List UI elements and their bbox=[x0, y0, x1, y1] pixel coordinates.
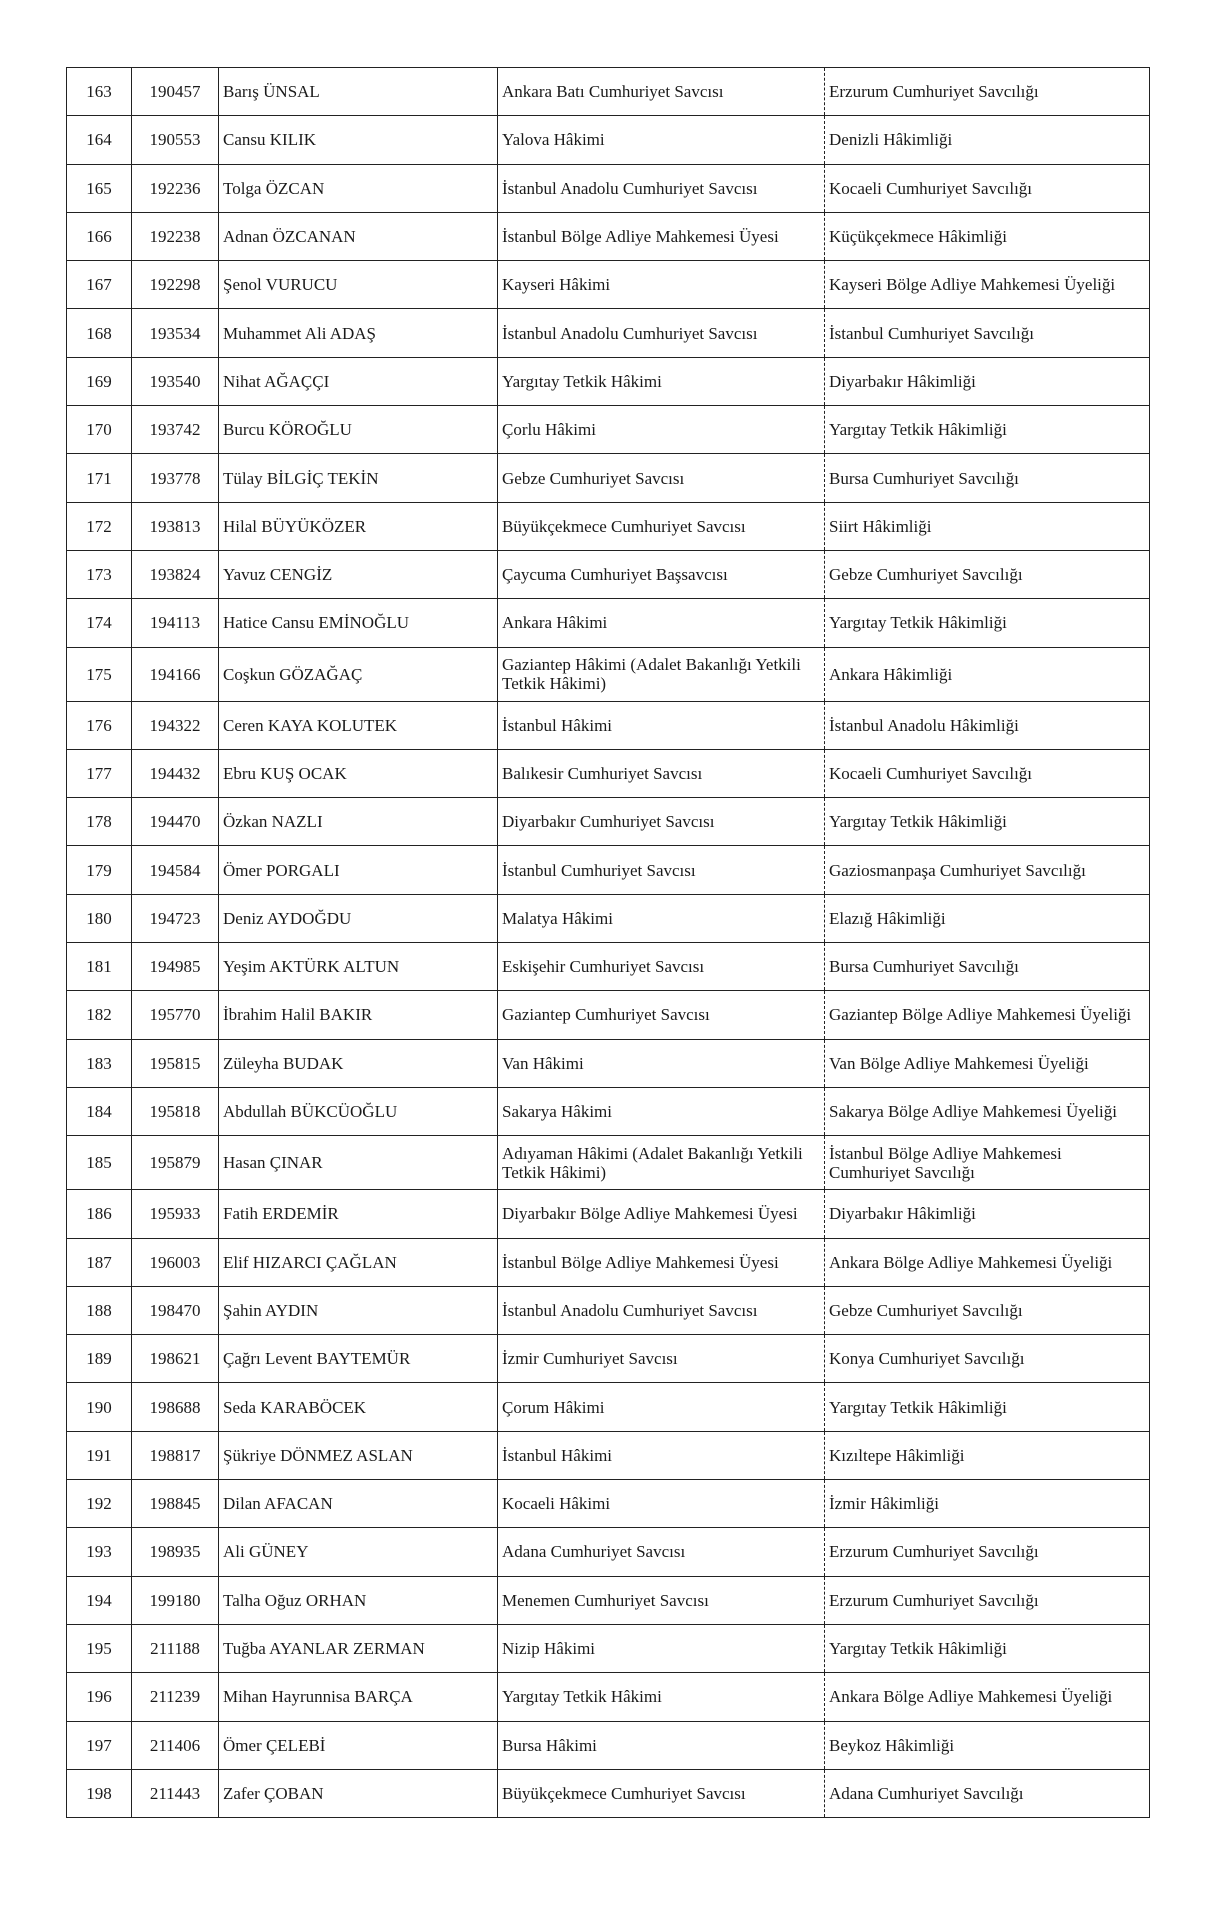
table-row bbox=[67, 1286, 1150, 1334]
person-name-cell: Dilan AFACAN bbox=[219, 1480, 498, 1528]
table-row bbox=[67, 1238, 1150, 1286]
new-position-cell: İstanbul Bölge Adliye Mahkemesi Cumhuriyet Savcılığı bbox=[825, 1136, 1150, 1190]
current-position-cell: İstanbul Bölge Adliye Mahkemesi Üyesi bbox=[498, 1238, 825, 1286]
current-position-cell: Bursa Hâkimi bbox=[498, 1721, 825, 1769]
new-position-cell: Yargıtay Tetkik Hâkimliği bbox=[825, 1383, 1150, 1431]
registry-number-cell: 194584 bbox=[132, 846, 219, 894]
row-number-cell: 198 bbox=[67, 1769, 132, 1817]
new-position-cell: Elazığ Hâkimliği bbox=[825, 894, 1150, 942]
current-position-cell: Gaziantep Cumhuriyet Savcısı bbox=[498, 991, 825, 1039]
new-position-cell: Siirt Hâkimliği bbox=[825, 502, 1150, 550]
person-name-cell: Elif HIZARCI ÇAĞLAN bbox=[219, 1238, 498, 1286]
table-row bbox=[67, 1528, 1150, 1576]
current-position-cell: Çorlu Hâkimi bbox=[498, 406, 825, 454]
table-row bbox=[67, 357, 1150, 405]
row-number-cell: 169 bbox=[67, 357, 132, 405]
person-name-cell: Hilal BÜYÜKÖZER bbox=[219, 502, 498, 550]
table-row bbox=[67, 1087, 1150, 1135]
row-number-cell: 172 bbox=[67, 502, 132, 550]
current-position-cell: Büyükçekmece Cumhuriyet Savcısı bbox=[498, 502, 825, 550]
current-position-cell: Van Hâkimi bbox=[498, 1039, 825, 1087]
current-position-cell: Diyarbakır Cumhuriyet Savcısı bbox=[498, 798, 825, 846]
person-name-cell: Mihan Hayrunnisa BARÇA bbox=[219, 1673, 498, 1721]
current-position-cell: Yargıtay Tetkik Hâkimi bbox=[498, 357, 825, 405]
registry-number-cell: 192298 bbox=[132, 261, 219, 309]
table-row bbox=[67, 647, 1150, 701]
new-position-cell: Yargıtay Tetkik Hâkimliği bbox=[825, 406, 1150, 454]
person-name-cell: Fatih ERDEMİR bbox=[219, 1190, 498, 1238]
current-position-cell: Kocaeli Hâkimi bbox=[498, 1480, 825, 1528]
person-name-cell: Ömer PORGALI bbox=[219, 846, 498, 894]
new-position-cell: Ankara Hâkimliği bbox=[825, 647, 1150, 701]
current-position-cell: İstanbul Hâkimi bbox=[498, 701, 825, 749]
registry-number-cell: 194166 bbox=[132, 647, 219, 701]
registry-number-cell: 198845 bbox=[132, 1480, 219, 1528]
registry-number-cell: 194432 bbox=[132, 749, 219, 797]
row-number-cell: 193 bbox=[67, 1528, 132, 1576]
current-position-cell: İstanbul Cumhuriyet Savcısı bbox=[498, 846, 825, 894]
current-position-cell: Diyarbakır Bölge Adliye Mahkemesi Üyesi bbox=[498, 1190, 825, 1238]
registry-number-cell: 194985 bbox=[132, 943, 219, 991]
row-number-cell: 197 bbox=[67, 1721, 132, 1769]
new-position-cell: Ankara Bölge Adliye Mahkemesi Üyeliği bbox=[825, 1673, 1150, 1721]
table-row bbox=[67, 991, 1150, 1039]
table-row bbox=[67, 701, 1150, 749]
current-position-cell: Gebze Cumhuriyet Savcısı bbox=[498, 454, 825, 502]
current-position-cell: Sakarya Hâkimi bbox=[498, 1087, 825, 1135]
person-name-cell: Nihat AĞAÇÇI bbox=[219, 357, 498, 405]
table-row bbox=[67, 454, 1150, 502]
row-number-cell: 177 bbox=[67, 749, 132, 797]
person-name-cell: Abdullah BÜKCÜOĞLU bbox=[219, 1087, 498, 1135]
new-position-cell: İstanbul Cumhuriyet Savcılığı bbox=[825, 309, 1150, 357]
registry-number-cell: 198688 bbox=[132, 1383, 219, 1431]
registry-number-cell: 190457 bbox=[132, 68, 219, 116]
new-position-cell: Bursa Cumhuriyet Savcılığı bbox=[825, 943, 1150, 991]
current-position-cell: Adana Cumhuriyet Savcısı bbox=[498, 1528, 825, 1576]
row-number-cell: 188 bbox=[67, 1286, 132, 1334]
table-row bbox=[67, 261, 1150, 309]
registry-number-cell: 211443 bbox=[132, 1769, 219, 1817]
new-position-cell: İstanbul Anadolu Hâkimliği bbox=[825, 701, 1150, 749]
person-name-cell: Ebru KUŞ OCAK bbox=[219, 749, 498, 797]
new-position-cell: Kocaeli Cumhuriyet Savcılığı bbox=[825, 749, 1150, 797]
row-number-cell: 179 bbox=[67, 846, 132, 894]
new-position-cell: Konya Cumhuriyet Savcılığı bbox=[825, 1335, 1150, 1383]
table-row bbox=[67, 1335, 1150, 1383]
current-position-cell: Büyükçekmece Cumhuriyet Savcısı bbox=[498, 1769, 825, 1817]
current-position-cell: İstanbul Anadolu Cumhuriyet Savcısı bbox=[498, 1286, 825, 1334]
row-number-cell: 163 bbox=[67, 68, 132, 116]
registry-number-cell: 211406 bbox=[132, 1721, 219, 1769]
person-name-cell: Cansu KILIK bbox=[219, 116, 498, 164]
row-number-cell: 170 bbox=[67, 406, 132, 454]
registry-number-cell: 198817 bbox=[132, 1431, 219, 1479]
table-row bbox=[67, 1673, 1150, 1721]
person-name-cell: Ömer ÇELEBİ bbox=[219, 1721, 498, 1769]
registry-number-cell: 193742 bbox=[132, 406, 219, 454]
table-row bbox=[67, 1431, 1150, 1479]
registry-number-cell: 194113 bbox=[132, 599, 219, 647]
new-position-cell: Gaziosmanpaşa Cumhuriyet Savcılığı bbox=[825, 846, 1150, 894]
row-number-cell: 196 bbox=[67, 1673, 132, 1721]
table-row bbox=[67, 1576, 1150, 1624]
table-row bbox=[67, 116, 1150, 164]
registry-number-cell: 190553 bbox=[132, 116, 219, 164]
registry-number-cell: 195815 bbox=[132, 1039, 219, 1087]
table-row bbox=[67, 894, 1150, 942]
registry-number-cell: 192236 bbox=[132, 164, 219, 212]
current-position-cell: Adıyaman Hâkimi (Adalet Bakanlığı Yetkili Tetkik Hâkimi) bbox=[498, 1136, 825, 1190]
current-position-cell: İzmir Cumhuriyet Savcısı bbox=[498, 1335, 825, 1383]
person-name-cell: Yeşim AKTÜRK ALTUN bbox=[219, 943, 498, 991]
current-position-cell: Gaziantep Hâkimi (Adalet Bakanlığı Yetkili Tetkik Hâkimi) bbox=[498, 647, 825, 701]
table-row bbox=[67, 1383, 1150, 1431]
person-name-cell: Barış ÜNSAL bbox=[219, 68, 498, 116]
person-name-cell: Tolga ÖZCAN bbox=[219, 164, 498, 212]
registry-number-cell: 198935 bbox=[132, 1528, 219, 1576]
new-position-cell: Küçükçekmece Hâkimliği bbox=[825, 212, 1150, 260]
new-position-cell: Kocaeli Cumhuriyet Savcılığı bbox=[825, 164, 1150, 212]
table-row bbox=[67, 212, 1150, 260]
registry-number-cell: 193824 bbox=[132, 550, 219, 598]
new-position-cell: Bursa Cumhuriyet Savcılığı bbox=[825, 454, 1150, 502]
current-position-cell: İstanbul Anadolu Cumhuriyet Savcısı bbox=[498, 164, 825, 212]
person-name-cell: Tülay BİLGİÇ TEKİN bbox=[219, 454, 498, 502]
new-position-cell: Adana Cumhuriyet Savcılığı bbox=[825, 1769, 1150, 1817]
current-position-cell: Çorum Hâkimi bbox=[498, 1383, 825, 1431]
table-row bbox=[67, 1624, 1150, 1672]
person-name-cell: Özkan NAZLI bbox=[219, 798, 498, 846]
table-row bbox=[67, 550, 1150, 598]
current-position-cell: İstanbul Hâkimi bbox=[498, 1431, 825, 1479]
current-position-cell: Yalova Hâkimi bbox=[498, 116, 825, 164]
row-number-cell: 194 bbox=[67, 1576, 132, 1624]
new-position-cell: Van Bölge Adliye Mahkemesi Üyeliği bbox=[825, 1039, 1150, 1087]
person-name-cell: Hasan ÇINAR bbox=[219, 1136, 498, 1190]
person-name-cell: Coşkun GÖZAĞAÇ bbox=[219, 647, 498, 701]
current-position-cell: İstanbul Bölge Adliye Mahkemesi Üyesi bbox=[498, 212, 825, 260]
person-name-cell: Burcu KÖROĞLU bbox=[219, 406, 498, 454]
row-number-cell: 186 bbox=[67, 1190, 132, 1238]
new-position-cell: Gebze Cumhuriyet Savcılığı bbox=[825, 550, 1150, 598]
table-row bbox=[67, 749, 1150, 797]
registry-number-cell: 195933 bbox=[132, 1190, 219, 1238]
table-row bbox=[67, 1769, 1150, 1817]
new-position-cell: Gaziantep Bölge Adliye Mahkemesi Üyeliği bbox=[825, 991, 1150, 1039]
new-position-cell: İzmir Hâkimliği bbox=[825, 1480, 1150, 1528]
person-name-cell: Ali GÜNEY bbox=[219, 1528, 498, 1576]
new-position-cell: Yargıtay Tetkik Hâkimliği bbox=[825, 798, 1150, 846]
new-position-cell: Diyarbakır Hâkimliği bbox=[825, 357, 1150, 405]
row-number-cell: 181 bbox=[67, 943, 132, 991]
table-row bbox=[67, 164, 1150, 212]
registry-number-cell: 211239 bbox=[132, 1673, 219, 1721]
person-name-cell: Deniz AYDOĞDU bbox=[219, 894, 498, 942]
person-name-cell: Çağrı Levent BAYTEMÜR bbox=[219, 1335, 498, 1383]
person-name-cell: Tuğba AYANLAR ZERMAN bbox=[219, 1624, 498, 1672]
table-row bbox=[67, 599, 1150, 647]
registry-number-cell: 193778 bbox=[132, 454, 219, 502]
new-position-cell: Diyarbakır Hâkimliği bbox=[825, 1190, 1150, 1238]
row-number-cell: 180 bbox=[67, 894, 132, 942]
person-name-cell: Yavuz CENGİZ bbox=[219, 550, 498, 598]
person-name-cell: Adnan ÖZCANAN bbox=[219, 212, 498, 260]
current-position-cell: Yargıtay Tetkik Hâkimi bbox=[498, 1673, 825, 1721]
registry-number-cell: 194322 bbox=[132, 701, 219, 749]
row-number-cell: 185 bbox=[67, 1136, 132, 1190]
current-position-cell: Ankara Hâkimi bbox=[498, 599, 825, 647]
new-position-cell: Denizli Hâkimliği bbox=[825, 116, 1150, 164]
row-number-cell: 164 bbox=[67, 116, 132, 164]
registry-number-cell: 194470 bbox=[132, 798, 219, 846]
new-position-cell: Kayseri Bölge Adliye Mahkemesi Üyeliği bbox=[825, 261, 1150, 309]
row-number-cell: 175 bbox=[67, 647, 132, 701]
registry-number-cell: 194723 bbox=[132, 894, 219, 942]
current-position-cell: İstanbul Anadolu Cumhuriyet Savcısı bbox=[498, 309, 825, 357]
current-position-cell: Balıkesir Cumhuriyet Savcısı bbox=[498, 749, 825, 797]
row-number-cell: 176 bbox=[67, 701, 132, 749]
row-number-cell: 195 bbox=[67, 1624, 132, 1672]
table-row bbox=[67, 406, 1150, 454]
row-number-cell: 178 bbox=[67, 798, 132, 846]
registry-number-cell: 193540 bbox=[132, 357, 219, 405]
row-number-cell: 192 bbox=[67, 1480, 132, 1528]
registry-number-cell: 195770 bbox=[132, 991, 219, 1039]
person-name-cell: Zafer ÇOBAN bbox=[219, 1769, 498, 1817]
new-position-cell: Erzurum Cumhuriyet Savcılığı bbox=[825, 68, 1150, 116]
registry-number-cell: 199180 bbox=[132, 1576, 219, 1624]
new-position-cell: Ankara Bölge Adliye Mahkemesi Üyeliği bbox=[825, 1238, 1150, 1286]
row-number-cell: 183 bbox=[67, 1039, 132, 1087]
current-position-cell: Eskişehir Cumhuriyet Savcısı bbox=[498, 943, 825, 991]
current-position-cell: Malatya Hâkimi bbox=[498, 894, 825, 942]
new-position-cell: Erzurum Cumhuriyet Savcılığı bbox=[825, 1528, 1150, 1576]
row-number-cell: 166 bbox=[67, 212, 132, 260]
row-number-cell: 189 bbox=[67, 1335, 132, 1383]
table-row bbox=[67, 1721, 1150, 1769]
new-position-cell: Gebze Cumhuriyet Savcılığı bbox=[825, 1286, 1150, 1334]
appointment-table bbox=[66, 67, 1150, 1818]
person-name-cell: Ceren KAYA KOLUTEK bbox=[219, 701, 498, 749]
table-row bbox=[67, 1136, 1150, 1190]
person-name-cell: Hatice Cansu EMİNOĞLU bbox=[219, 599, 498, 647]
row-number-cell: 190 bbox=[67, 1383, 132, 1431]
registry-number-cell: 195818 bbox=[132, 1087, 219, 1135]
registry-number-cell: 211188 bbox=[132, 1624, 219, 1672]
current-position-cell: Kayseri Hâkimi bbox=[498, 261, 825, 309]
table-row bbox=[67, 798, 1150, 846]
table-row bbox=[67, 943, 1150, 991]
person-name-cell: Şükriye DÖNMEZ ASLAN bbox=[219, 1431, 498, 1479]
registry-number-cell: 198470 bbox=[132, 1286, 219, 1334]
new-position-cell: Erzurum Cumhuriyet Savcılığı bbox=[825, 1576, 1150, 1624]
table-row bbox=[67, 68, 1150, 116]
person-name-cell: Şahin AYDIN bbox=[219, 1286, 498, 1334]
row-number-cell: 168 bbox=[67, 309, 132, 357]
table-row bbox=[67, 1039, 1150, 1087]
row-number-cell: 171 bbox=[67, 454, 132, 502]
person-name-cell: Züleyha BUDAK bbox=[219, 1039, 498, 1087]
row-number-cell: 187 bbox=[67, 1238, 132, 1286]
current-position-cell: Çaycuma Cumhuriyet Başsavcısı bbox=[498, 550, 825, 598]
new-position-cell: Sakarya Bölge Adliye Mahkemesi Üyeliği bbox=[825, 1087, 1150, 1135]
row-number-cell: 165 bbox=[67, 164, 132, 212]
table-row bbox=[67, 502, 1150, 550]
table-row bbox=[67, 846, 1150, 894]
table-row bbox=[67, 1480, 1150, 1528]
current-position-cell: Nizip Hâkimi bbox=[498, 1624, 825, 1672]
registry-number-cell: 198621 bbox=[132, 1335, 219, 1383]
table-row bbox=[67, 1190, 1150, 1238]
table-row bbox=[67, 309, 1150, 357]
person-name-cell: Muhammet Ali ADAŞ bbox=[219, 309, 498, 357]
new-position-cell: Beykoz Hâkimliği bbox=[825, 1721, 1150, 1769]
registry-number-cell: 193534 bbox=[132, 309, 219, 357]
new-position-cell: Yargıtay Tetkik Hâkimliği bbox=[825, 599, 1150, 647]
row-number-cell: 182 bbox=[67, 991, 132, 1039]
person-name-cell: Talha Oğuz ORHAN bbox=[219, 1576, 498, 1624]
new-position-cell: Kızıltepe Hâkimliği bbox=[825, 1431, 1150, 1479]
row-number-cell: 173 bbox=[67, 550, 132, 598]
registry-number-cell: 196003 bbox=[132, 1238, 219, 1286]
current-position-cell: Menemen Cumhuriyet Savcısı bbox=[498, 1576, 825, 1624]
registry-number-cell: 193813 bbox=[132, 502, 219, 550]
row-number-cell: 174 bbox=[67, 599, 132, 647]
row-number-cell: 191 bbox=[67, 1431, 132, 1479]
registry-number-cell: 192238 bbox=[132, 212, 219, 260]
current-position-cell: Ankara Batı Cumhuriyet Savcısı bbox=[498, 68, 825, 116]
new-position-cell: Yargıtay Tetkik Hâkimliği bbox=[825, 1624, 1150, 1672]
row-number-cell: 167 bbox=[67, 261, 132, 309]
person-name-cell: Şenol VURUCU bbox=[219, 261, 498, 309]
row-number-cell: 184 bbox=[67, 1087, 132, 1135]
person-name-cell: Seda KARABÖCEK bbox=[219, 1383, 498, 1431]
person-name-cell: İbrahim Halil BAKIR bbox=[219, 991, 498, 1039]
appointment-table-body bbox=[67, 68, 1150, 1818]
registry-number-cell: 195879 bbox=[132, 1136, 219, 1190]
